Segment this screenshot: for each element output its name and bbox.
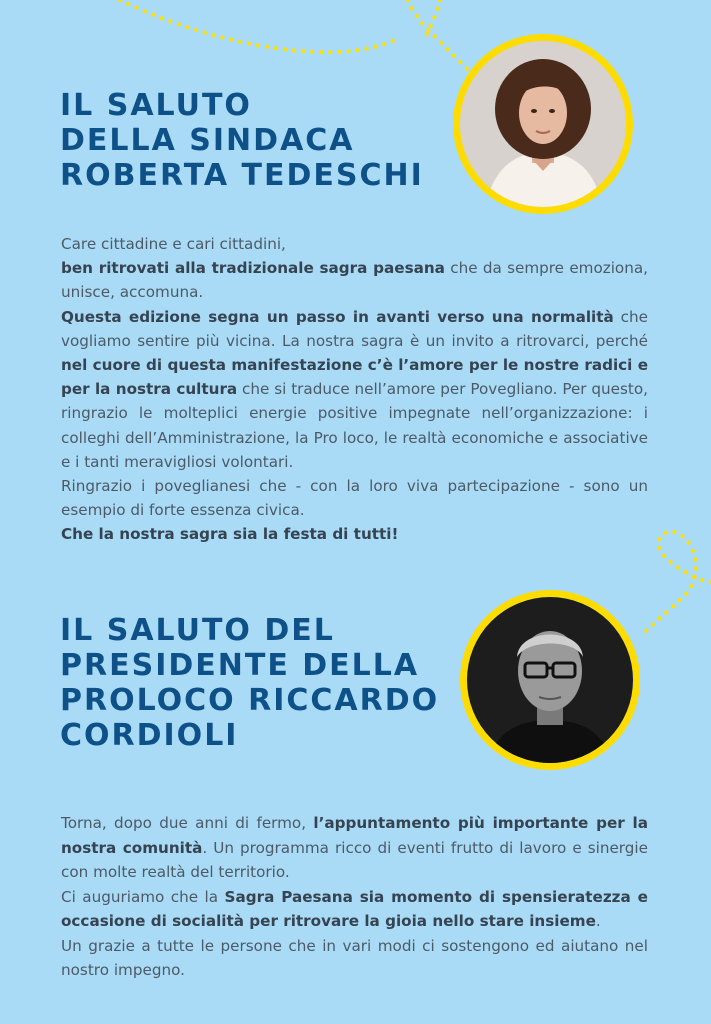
title-line: PRESIDENTE DELLA [60,648,420,683]
body-paragraph [61,474,648,522]
bold-text: nel cuore di questa manifestazione c’è l’amore per le nostre radici e per la nostra cultura [61,356,648,399]
text-run: Ringrazio i poveglianesi che - con la loro viva partecipazione - sono un esempio di forte essenza civica. [61,477,648,520]
text-run: Care cittadine e cari cittadini, [61,235,286,253]
president-greeting-title [60,613,439,753]
mayor-greeting-text [61,232,648,547]
text-run: che si traduce nell’amore per Povegliano. Per questo, ringrazio le molteplici energie positive impegnate nell’organizzazione: i colleghi dell’Amministrazione, la Pro loco, le realtà economiche e associative e i tanti meravigliosi volontari. [61,380,648,471]
body-paragraph [61,885,648,934]
body-paragraph [61,522,648,546]
body-paragraph [61,232,648,256]
text-run: che vogliamo sentire più vicina. La nostra sagra è un invito a ritrovarci, perché [61,307,649,350]
bold-text: Che la nostra sagra sia la festa di tutti! [61,525,399,544]
bold-text: l’appuntamento più importante per la nostra comunità [61,814,648,857]
title-line: ROBERTA TEDESCHI [60,158,424,193]
mayor-portrait [453,34,633,214]
mayor-greeting-title [60,88,424,193]
text-run: Ci auguriamo che la [61,887,225,906]
title-line: PROLOCO RICCARDO [60,683,440,718]
body-paragraph [61,934,648,983]
president-greeting-text [61,811,648,983]
text-run: . [595,912,601,930]
text-run: . Un programma ricco di eventi frutto di lavoro e sinergie con molte realtà del territorio. [61,838,648,881]
text-run: Torna, dopo due anni di fermo, [61,814,314,832]
text-run: che da sempre emoziona, unisce, accomuna. [61,259,648,302]
body-paragraph [61,305,648,474]
title-line: DELLA SINDACA [60,123,355,158]
body-paragraph [61,811,648,885]
bold-text: Sagra Paesana sia momento di spensieratezza e occasione di socialità per ritrovare la gioia nello stare insieme [61,887,648,930]
title-line: IL SALUTO DEL [60,613,335,648]
body-paragraph [61,256,648,304]
bold-text: ben ritrovati alla tradizionale sagra paesana [61,259,445,278]
title-line: CORDIOLI [60,718,239,753]
text-run: Un grazie a tutte le persone che in vari modi ci sostengono ed aiutano nel nostro impegno. [61,936,648,979]
bold-text: Questa edizione segna un passo in avanti verso una normalità [61,307,614,326]
title-line: IL SALUTO [60,88,252,123]
president-portrait [460,590,640,770]
